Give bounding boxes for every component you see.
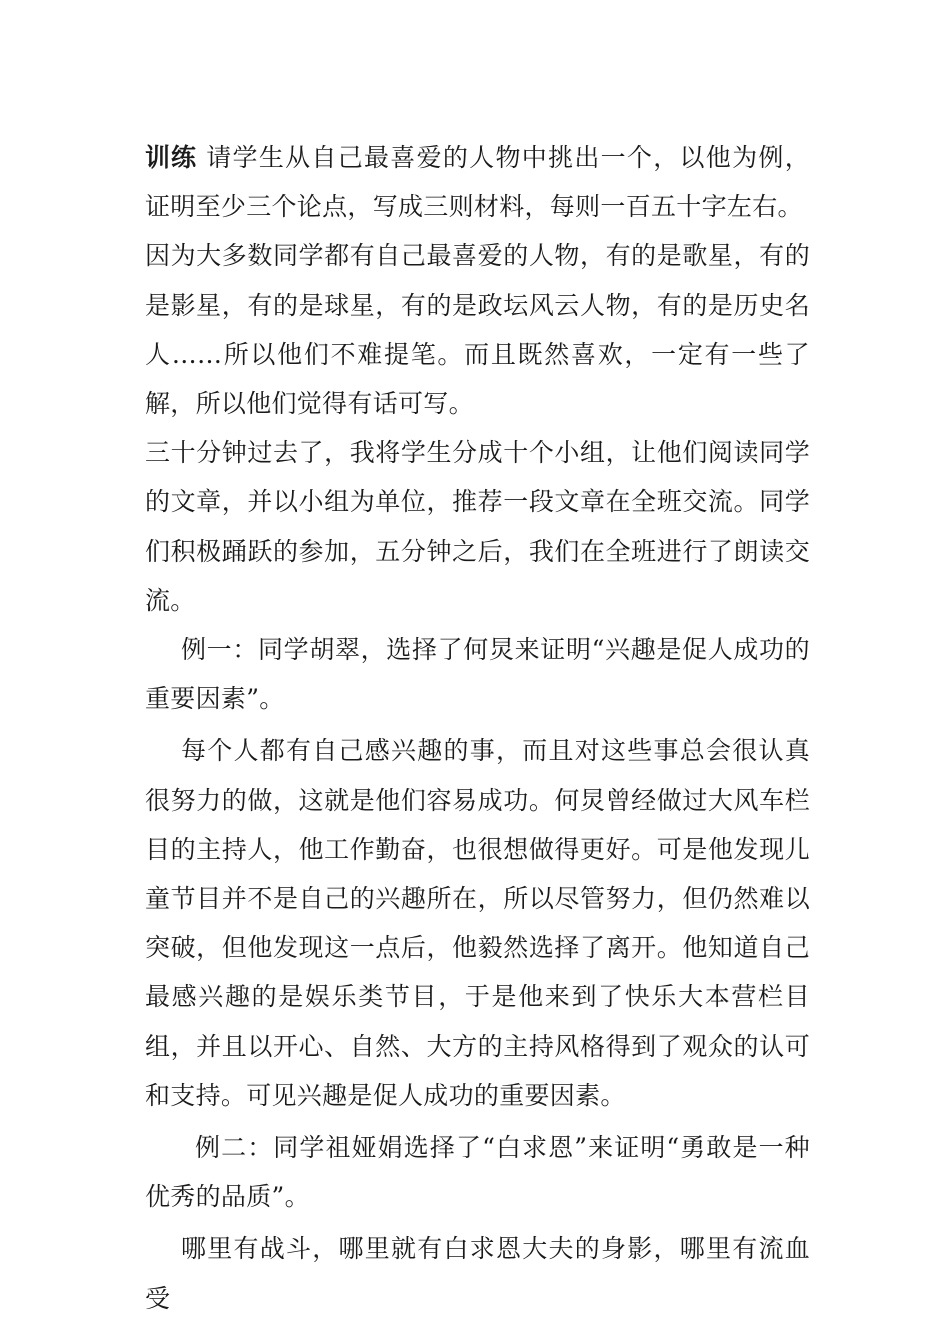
paragraph-reason: 因为大多数同学都有自己最喜爱的人物，有的是歌星，有的是影星，有的是球星，有的是政坛风云人物，有的是历史名人……所以他们不难提笔。而且既然喜欢，一定有一些了解，所以他们觉得有话可写。: [145, 241, 810, 419]
example-two-heading: 例二：同学祖娅娟选择了“白求恩”来证明“勇敢是一种优秀的品质”。: [145, 1133, 810, 1212]
example-one-heading: 例一：同学胡翠，选择了何炅来证明“兴趣是促人成功的重要因素”。: [145, 635, 810, 714]
training-text: 请学生从自己最喜爱的人物中挑出一个，以他为例，证明至少三个论点，写成三则材料，每则一百五十字左右。: [145, 143, 810, 222]
training-label: 训练: [145, 143, 197, 172]
paragraph-groups: 三十分钟过去了，我将学生分成十个小组，让他们阅读同学的文章，并以小组为单位，推荐一段文章在全班交流。同学们积极踊跃的参加，五分钟之后，我们在全班进行了朗读交流。: [145, 438, 810, 615]
example-one-body: 每个人都有自己感兴趣的事，而且对这些事总会很认真很努力的做，这就是他们容易成功。何炅曾经做过大风车栏目的主持人，他工作勤奋，也很想做得更好。可是他发现儿童节目并不是自己的兴趣所在，所以尽管努力，但仍然难以突破，但他发现这一点后，他毅然选择了离开。他知道自己最感兴趣的是娱乐类节目，于是他来到了快乐大本营栏目组，并且以开心、自然、大方的主持风格得到了观众的认可和支持。可见兴趣是促人成功的重要因素。: [145, 736, 810, 1110]
document-body: [145, 133, 810, 1323]
example-two-body: 哪里有战斗，哪里就有白求恩大夫的身影，哪里有流血受: [145, 1234, 810, 1313]
training-paragraph: [145, 133, 810, 231]
